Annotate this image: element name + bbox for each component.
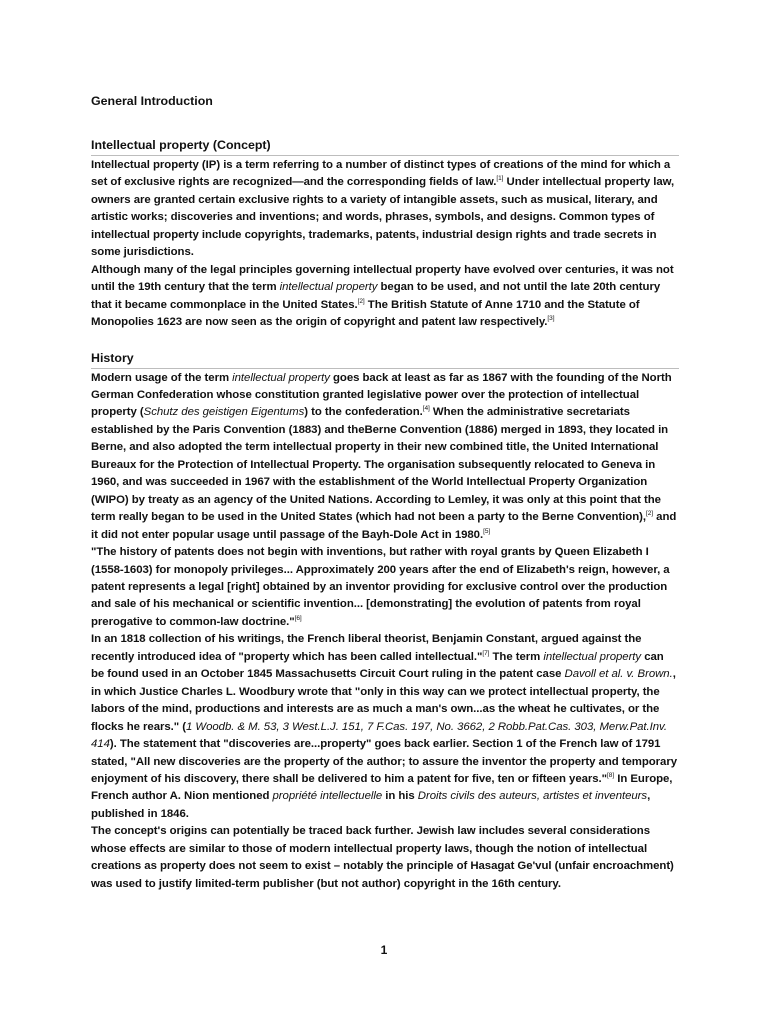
paragraph-concept-2: Although many of the legal principles governing intellectual property have evolved over centuries, it was not until the 19th century that the term intellectual property began to be used, and not until the late 20th century that it became commonplace in the United States.[2] The British Statute of Anne 1710 and the Statute of Monopolies 1623 are now seen as the origin of copyright and patent law respectively.[3]: [91, 263, 674, 329]
document-title: General Introduction: [91, 94, 213, 108]
paragraph-history-3: In an 1818 collection of his writings, the French liberal theorist, Benjamin Constant, argued against the recently introduced idea of "property which has been called intellectual."[7] The term intellectual property can be found used in an October 1845 Massachusetts Circuit Court ruling in the patent case Davoll et al. v. Brown., in which Justice Charles L. Woodbury wrote that "only in this way can we protect intellectual property, the labors of the mind, productions and interests are as much a man's own...as the wheat he cultivates, or the flocks he rears." (1 Woodb. & M. 53, 3 West.L.J. 151, 7 F.Cas. 197, No. 3662, 2 Robb.Pat.Cas. 303, Merw.Pat.Inv. 414). The statement that "discoveries are...property" goes back earlier. Section 1 of the French law of 1791 stated, "All new discoveries are the property of the author; to assure the inventor the property and temporary enjoyment of his discovery, there shall be delivered to him a patent for five, ten or fifteen years."[8] In Europe, French author A. Nion mentioned propriété intellectuelle in his Droits civils des auteurs, artistes et inventeurs, published in 1846.: [91, 633, 678, 820]
footnote-ref[interactable]: [2]: [645, 510, 654, 518]
section-heading-concept: Intellectual property (Concept): [91, 136, 679, 156]
spacer: [91, 332, 679, 349]
footnote-ref[interactable]: [7]: [482, 649, 490, 657]
paragraph-history-4: The concept's origins can potentially be traced back further. Jewish law includes several considerations whose effects are similar to those of modern intellectual property laws, though the notion of intellectual creations as property does not seem to exist – notably the principle of Hasagat Ge'vul (unfair encroachment) was used to justify limited-term publisher (but not author) copyright in the 16th century.: [91, 825, 674, 890]
paragraph-history-1: Modern usage of the term intellectual property goes back at least as far as 1867 with the founding of the North German Confederation whose constitution granted legislative power over the protection of intellectual property (Schutz des geistigen Eigentums) to the confederation.[4] When the administrative secretariats established by the Paris Convention (1883) and theBerne Convention (1886) merged in 1893, they located in Berne, and also adopted the term intellectual property in their new combined title, the United International Bureaux for the Protection of Intellectual Property. The organisation subsequently relocated to Geneva in 1960, and was succeeded in 1967 with the establishment of the World Intellectual Property Organization (WIPO) by treaty as an agency of the United Nations. According to Lemley, it was only at this point that the term really began to be used in the United States (which had not been a party to the Berne Convention),[2] and it did not enter popular usage until passage of the Bayh-Dole Act in 1980.[5]: [91, 371, 677, 541]
paragraph-concept-1: Intellectual property (IP) is a term referring to a number of distinct types of creations of the mind for which a set of exclusive rights are recognized—and the corresponding fields of law.[1] Under intellectual property law, owners are granted certain exclusive rights to a variety of intangible assets, such as musical, literary, and artistic works; discoveries and inventions; and words, phrases, symbols, and designs. Common types of intellectual property include copyrights, trademarks, patents, industrial design rights and trade secrets in some jurisdictions.: [91, 159, 675, 259]
footnote-ref[interactable]: [6]: [294, 614, 302, 622]
footnote-ref[interactable]: [1]: [496, 175, 504, 183]
page-number: 1: [380, 943, 388, 957]
footnote-ref[interactable]: [8]: [607, 771, 615, 779]
footnote-ref[interactable]: [3]: [547, 315, 555, 323]
footnote-ref[interactable]: [2]: [357, 297, 365, 305]
section-heading-history: History: [91, 349, 679, 369]
document-page: [91, 92, 679, 893]
footnote-ref[interactable]: [5]: [483, 527, 491, 535]
paragraph-history-2: "The history of patents does not begin with inventions, but rather with royal grants by Queen Elizabeth I (1558-1603) for monopoly privileges... Approximately 200 years after the end of Elizabeth's reign, however, a patent represents a legal [right] obtained by an inventor providing for exclusive control over the production and sale of his mechanical or scientific invention... [demonstrating] the evolution of patents from royal prerogative to common-law doctrine."[6]: [91, 546, 670, 628]
footnote-ref[interactable]: [4]: [422, 405, 430, 413]
